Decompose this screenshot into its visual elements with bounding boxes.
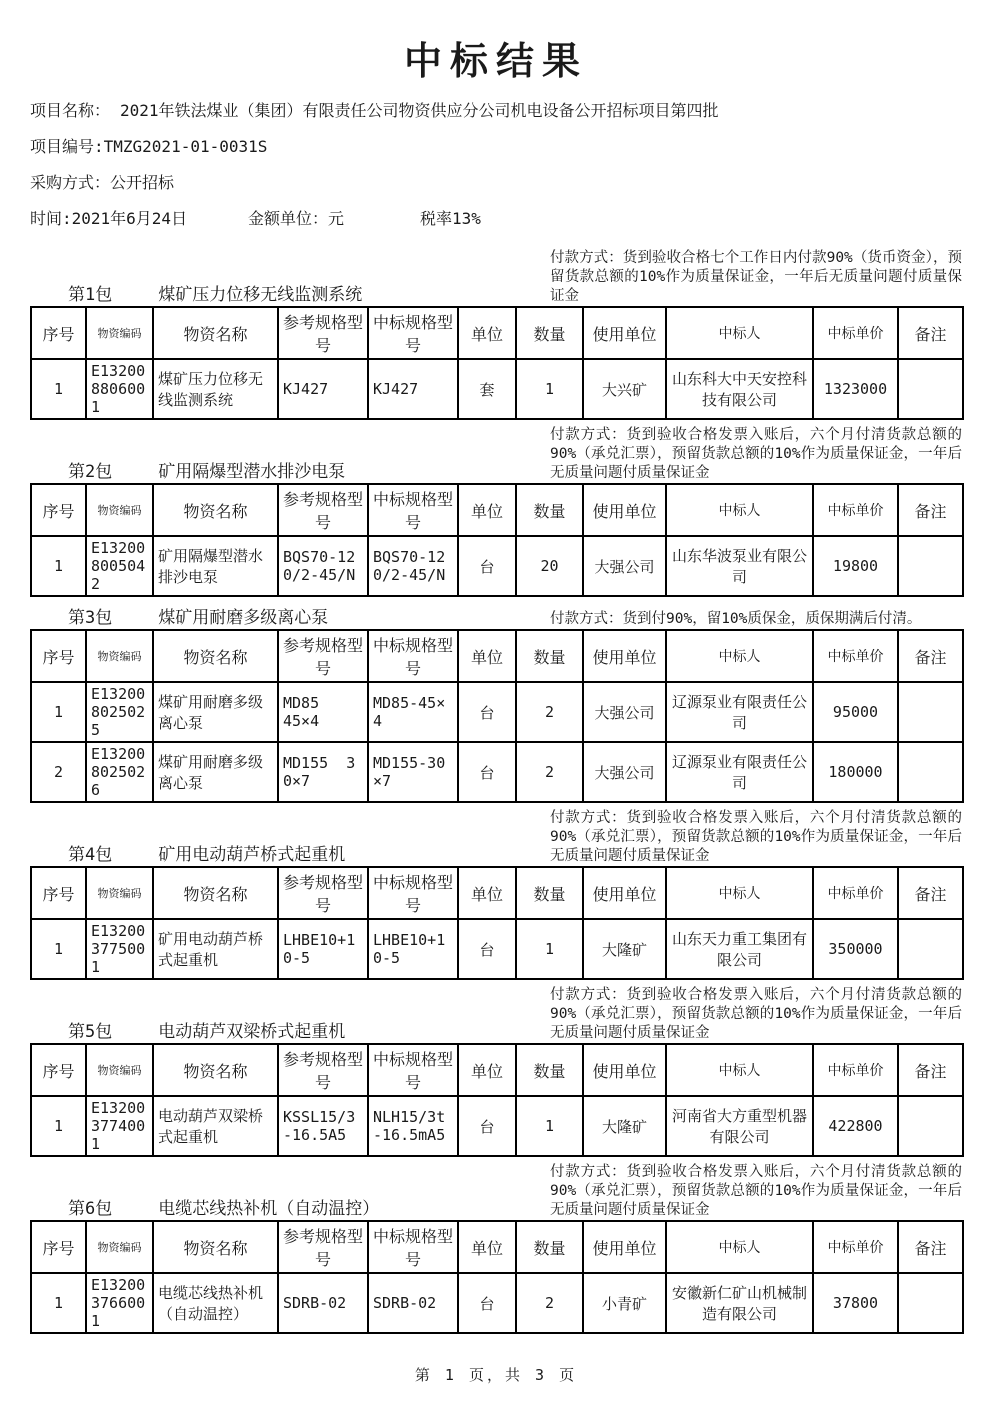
column-header: 使用单位 — [583, 307, 666, 359]
package-title — [30, 457, 345, 483]
package-section — [30, 986, 962, 1157]
table-cell: E132003766001 — [86, 1273, 153, 1333]
column-header: 中标人 — [666, 1044, 813, 1096]
table-cell — [898, 1096, 963, 1156]
column-header: 中标单价 — [813, 867, 898, 919]
table-header-row — [31, 307, 963, 359]
bid-results-table — [30, 1043, 964, 1157]
table-cell: 大隆矿 — [583, 919, 666, 979]
table-cell: 20 — [516, 536, 583, 596]
table-header-row — [31, 630, 963, 682]
column-header: 中标规格型号 — [368, 484, 458, 536]
table-cell: E132008005042 — [86, 536, 153, 596]
table-cell: 1 — [516, 919, 583, 979]
procurement-method-line: 采购方式：公开招标 — [30, 173, 175, 192]
column-header: 物资名称 — [153, 1044, 278, 1096]
column-header: 单位 — [458, 1221, 516, 1273]
package-title — [30, 1194, 379, 1220]
table-cell: 大兴矿 — [583, 359, 666, 419]
column-header: 备注 — [898, 484, 963, 536]
table-cell: 422800 — [813, 1096, 898, 1156]
column-header: 序号 — [31, 484, 86, 536]
package-section — [30, 1163, 962, 1334]
column-header: 物资名称 — [153, 307, 278, 359]
package-number: 第6包 — [68, 1199, 113, 1219]
bid-results-table — [30, 866, 964, 980]
column-header: 备注 — [898, 1221, 963, 1273]
column-header: 物资编码 — [86, 1044, 153, 1096]
package-section — [30, 603, 962, 803]
table-cell: MD155-30×7 — [368, 742, 458, 802]
table-cell: 2 — [31, 742, 86, 802]
column-header: 参考规格型号 — [278, 1221, 368, 1273]
table-cell: E132008025025 — [86, 682, 153, 742]
column-header: 中标人 — [666, 484, 813, 536]
package-section — [30, 426, 962, 597]
column-header: 序号 — [31, 1044, 86, 1096]
table-row — [31, 536, 963, 596]
package-number: 第3包 — [68, 608, 113, 628]
table-cell — [898, 1273, 963, 1333]
column-header: 中标单价 — [813, 1221, 898, 1273]
column-header: 参考规格型号 — [278, 307, 368, 359]
column-header: 中标单价 — [813, 484, 898, 536]
table-cell: 1 — [516, 1096, 583, 1156]
table-cell: SDRB-02 — [368, 1273, 458, 1333]
table-cell: NLH15/3t-16.5mA5 — [368, 1096, 458, 1156]
column-header: 中标单价 — [813, 1044, 898, 1096]
package-name: 煤矿用耐磨多级离心泵 — [158, 608, 329, 628]
column-header: 使用单位 — [583, 867, 666, 919]
table-cell: E132003774001 — [86, 1096, 153, 1156]
page-title: 中标结果 — [403, 38, 588, 83]
package-number: 第4包 — [68, 845, 113, 865]
column-header: 中标人 — [666, 307, 813, 359]
column-header: 物资编码 — [86, 484, 153, 536]
package-name: 电缆芯线热补机（自动温控） — [158, 1199, 380, 1219]
column-header: 使用单位 — [583, 630, 666, 682]
column-header: 物资编码 — [86, 307, 153, 359]
table-cell: 37800 — [813, 1273, 898, 1333]
table-cell: 辽源泵业有限责任公司 — [666, 742, 813, 802]
bid-results-table — [30, 483, 964, 597]
table-cell: 大隆矿 — [583, 1096, 666, 1156]
table-row — [31, 359, 963, 419]
table-cell — [898, 536, 963, 596]
table-cell — [898, 742, 963, 802]
table-cell: LHBE10+10-5 — [278, 919, 368, 979]
column-header: 数量 — [516, 1221, 583, 1273]
document-meta — [30, 100, 962, 229]
package-name: 矿用隔爆型潜水排沙电泵 — [158, 462, 346, 482]
package-header — [30, 1163, 962, 1220]
table-cell: KSSL15/3-16.5A5 — [278, 1096, 368, 1156]
column-header: 参考规格型号 — [278, 630, 368, 682]
table-cell: 2 — [516, 1273, 583, 1333]
table-cell: MD85 45×4 — [278, 682, 368, 742]
column-header: 数量 — [516, 307, 583, 359]
column-header: 使用单位 — [583, 484, 666, 536]
table-cell: MD155 30×7 — [278, 742, 368, 802]
package-header — [30, 426, 962, 483]
package-header — [30, 986, 962, 1043]
table-cell: 河南省大方重型机器有限公司 — [666, 1096, 813, 1156]
column-header: 物资编码 — [86, 1221, 153, 1273]
column-header: 备注 — [898, 307, 963, 359]
package-section — [30, 809, 962, 980]
payment-terms-note: 付款方式：货到验收合格发票入账后，六个月付清货款总额的90%（承兑汇票），预留货款总额的10%作为质量保证金，一年后无质量问题付质量保证金 — [550, 1164, 962, 1218]
table-cell: 1 — [31, 1273, 86, 1333]
column-header: 物资名称 — [153, 867, 278, 919]
table-cell: 套 — [458, 359, 516, 419]
package-number: 第5包 — [68, 1022, 113, 1042]
column-header: 数量 — [516, 630, 583, 682]
package-section — [30, 249, 962, 420]
column-header: 数量 — [516, 1044, 583, 1096]
project-name-line — [30, 100, 962, 121]
table-cell: 180000 — [813, 742, 898, 802]
table-cell: 小青矿 — [583, 1273, 666, 1333]
payment-terms-note: 付款方式：货到验收合格发票入账后，六个月付清货款总额的90%（承兑汇票），预留货款总额的10%作为质量保证金，一年后无质量问题付质量保证金 — [550, 427, 962, 481]
table-cell: 煤矿用耐磨多级离心泵 — [153, 682, 278, 742]
column-header: 中标单价 — [813, 630, 898, 682]
package-header — [30, 809, 962, 866]
table-cell: BQS70-120/2-45/N — [368, 536, 458, 596]
column-header: 物资编码 — [86, 867, 153, 919]
bid-results-table — [30, 629, 964, 803]
column-header: 中标人 — [666, 630, 813, 682]
table-cell: SDRB-02 — [278, 1273, 368, 1333]
table-cell: E132008025026 — [86, 742, 153, 802]
table-cell — [898, 682, 963, 742]
date-unit-tax-line — [30, 208, 962, 229]
table-cell: 1323000 — [813, 359, 898, 419]
payment-terms-note: 付款方式：货到验收合格七个工作日内付款90%（货币资金），预留货款总额的10%作为质量保证金，一年后无质量问题付质量保证金 — [550, 250, 962, 304]
package-title — [30, 280, 362, 306]
bid-results-table — [30, 306, 964, 420]
table-cell: MD85-45×4 — [368, 682, 458, 742]
package-header — [30, 603, 962, 629]
column-header: 使用单位 — [583, 1044, 666, 1096]
project-name-value: 2021年铁法煤业（集团）有限责任公司物资供应分公司机电设备公开招标项目第四批 — [120, 101, 719, 120]
table-cell: 1 — [31, 682, 86, 742]
table-header-row — [31, 867, 963, 919]
table-cell: 辽源泵业有限责任公司 — [666, 682, 813, 742]
table-cell: 1 — [31, 1096, 86, 1156]
table-cell: 矿用电动葫芦桥式起重机 — [153, 919, 278, 979]
table-cell: 安徽新仁矿山机械制造有限公司 — [666, 1273, 813, 1333]
column-header: 物资名称 — [153, 630, 278, 682]
table-cell — [898, 359, 963, 419]
table-cell: 350000 — [813, 919, 898, 979]
column-header: 单位 — [458, 307, 516, 359]
package-title — [30, 1017, 345, 1043]
table-cell: 1 — [31, 536, 86, 596]
table-cell: 大强公司 — [583, 536, 666, 596]
table-cell: 台 — [458, 1273, 516, 1333]
column-header: 中标人 — [666, 1221, 813, 1273]
column-header: 备注 — [898, 867, 963, 919]
table-cell: 煤矿用耐磨多级离心泵 — [153, 742, 278, 802]
column-header: 单位 — [458, 1044, 516, 1096]
project-number-line: 项目编号:TMZG2021-01-0031S — [30, 137, 268, 156]
column-header: 中标规格型号 — [368, 1221, 458, 1273]
table-header-row — [31, 1221, 963, 1273]
column-header: 物资名称 — [153, 484, 278, 536]
table-cell: 台 — [458, 1096, 516, 1156]
package-number: 第1包 — [68, 285, 113, 305]
package-number: 第2包 — [68, 462, 113, 482]
table-cell: 台 — [458, 536, 516, 596]
column-header: 中标规格型号 — [368, 1044, 458, 1096]
table-cell: 2 — [516, 742, 583, 802]
table-cell: LHBE10+10-5 — [368, 919, 458, 979]
column-header: 物资名称 — [153, 1221, 278, 1273]
table-header-row — [31, 1044, 963, 1096]
table-cell: KJ427 — [278, 359, 368, 419]
column-header: 序号 — [31, 307, 86, 359]
package-header — [30, 249, 962, 306]
table-cell: 台 — [458, 742, 516, 802]
table-cell — [898, 919, 963, 979]
payment-terms-note: 付款方式：货到验收合格发票入账后，六个月付清货款总额的90%（承兑汇票），预留货款总额的10%作为质量保证金，一年后无质量问题付质量保证金 — [550, 987, 962, 1041]
column-header: 中标规格型号 — [368, 867, 458, 919]
table-cell: 1 — [516, 359, 583, 419]
table-cell: KJ427 — [368, 359, 458, 419]
column-header: 参考规格型号 — [278, 867, 368, 919]
payment-terms-note: 付款方式：货到付90%，留10%质保金，质保期满后付清。 — [550, 611, 922, 627]
bid-results-table — [30, 1220, 964, 1334]
table-cell: 1 — [31, 359, 86, 419]
table-cell: 19800 — [813, 536, 898, 596]
table-cell: 煤矿压力位移无线监测系统 — [153, 359, 278, 419]
column-header: 备注 — [898, 1044, 963, 1096]
column-header: 参考规格型号 — [278, 1044, 368, 1096]
package-title — [30, 603, 328, 629]
package-title — [30, 840, 345, 866]
column-header: 数量 — [516, 484, 583, 536]
column-header: 单位 — [458, 484, 516, 536]
table-row — [31, 742, 963, 802]
table-cell: BQS70-120/2-45/N — [278, 536, 368, 596]
column-header: 物资编码 — [86, 630, 153, 682]
column-header: 备注 — [898, 630, 963, 682]
table-cell: 电动葫芦双梁桥式起重机 — [153, 1096, 278, 1156]
table-cell: 1 — [31, 919, 86, 979]
column-header: 单位 — [458, 630, 516, 682]
table-cell: E132003775001 — [86, 919, 153, 979]
table-row — [31, 1273, 963, 1333]
table-cell: 大强公司 — [583, 682, 666, 742]
project-name-label: 项目名称： — [30, 101, 111, 120]
package-name: 煤矿压力位移无线监测系统 — [158, 285, 363, 305]
table-cell: 电缆芯线热补机（自动温控） — [153, 1273, 278, 1333]
payment-terms-note: 付款方式：货到验收合格发票入账后，六个月付清货款总额的90%（承兑汇票），预留货款总额的10%作为质量保证金，一年后无质量问题付质量保证金 — [550, 810, 962, 864]
column-header: 中标规格型号 — [368, 630, 458, 682]
date-value: 时间:2021年6月24日 — [30, 209, 188, 228]
table-cell: 大强公司 — [583, 742, 666, 802]
packages-container — [0, 249, 992, 1334]
column-header: 中标人 — [666, 867, 813, 919]
table-cell: 台 — [458, 919, 516, 979]
column-header: 序号 — [31, 630, 86, 682]
column-header: 参考规格型号 — [278, 484, 368, 536]
table-cell: 2 — [516, 682, 583, 742]
table-cell: 台 — [458, 682, 516, 742]
table-cell: 山东科大中天安控科技有限公司 — [666, 359, 813, 419]
page-number-footer: 第 1 页，共 3 页 — [414, 1366, 578, 1384]
table-row — [31, 682, 963, 742]
table-cell: E132008806001 — [86, 359, 153, 419]
column-header: 中标单价 — [813, 307, 898, 359]
package-name: 电动葫芦双梁桥式起重机 — [158, 1022, 346, 1042]
table-header-row — [31, 484, 963, 536]
column-header: 序号 — [31, 867, 86, 919]
table-cell: 95000 — [813, 682, 898, 742]
table-cell: 山东华波泵业有限公司 — [666, 536, 813, 596]
column-header: 中标规格型号 — [368, 307, 458, 359]
column-header: 数量 — [516, 867, 583, 919]
package-name: 矿用电动葫芦桥式起重机 — [158, 845, 346, 865]
table-row — [31, 1096, 963, 1156]
column-header: 使用单位 — [583, 1221, 666, 1273]
column-header: 序号 — [31, 1221, 86, 1273]
tax-rate-value: 税率13% — [420, 209, 481, 228]
table-row — [31, 919, 963, 979]
amount-unit-value: 金额单位：元 — [248, 209, 345, 228]
table-cell: 矿用隔爆型潜水排沙电泵 — [153, 536, 278, 596]
column-header: 单位 — [458, 867, 516, 919]
table-cell: 山东天力重工集团有限公司 — [666, 919, 813, 979]
